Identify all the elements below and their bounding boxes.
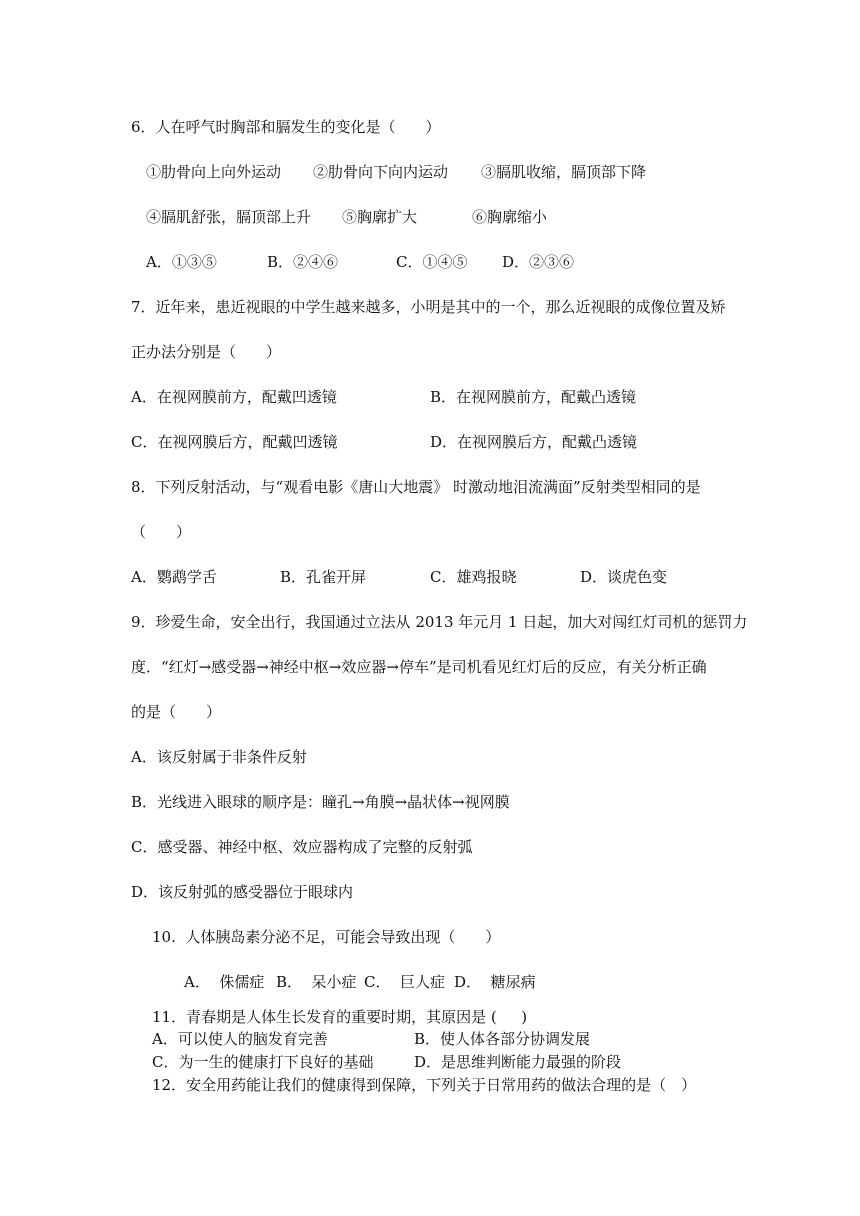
question-7-option-a: A．在视网膜前方，配戴凹透镜 [131, 388, 337, 406]
question-6-option-b: B．②④⑥ [267, 253, 339, 271]
question-11-option-d: D．是思维判断能力最强的阶段 [414, 1053, 622, 1071]
question-11-stem: 11．青春期是人体生长发育的重要时期，其原因是 ( ) [152, 1008, 528, 1026]
question-12-stem: 12．安全用药能让我们的健康得到保障，下列关于日常用药的做法合理的是（ ） [152, 1076, 697, 1094]
question-9-stem-line-1: 9．珍爱生命，安全出行，我国通过立法从 2013 年元月 1 日起，加大对闯红灯司机的惩罚力 [131, 613, 748, 631]
question-6-statement-6: ⑥胸廓缩小 [472, 208, 548, 226]
question-8-option-c: C．雄鸡报晓 [430, 568, 517, 586]
question-9-option-b: B．光线进入眼球的顺序是：瞳孔→角膜→晶状体→视网膜 [131, 793, 510, 811]
question-6-option-c: C．①④⑤ [396, 253, 468, 271]
question-10-stem: 10. 人体胰岛素分泌不足，可能会导致出现（ ） [152, 928, 501, 946]
question-9-option-a: A．该反射属于非条件反射 [131, 748, 307, 766]
question-6-statement-3: ③膈肌收缩，膈顶部下降 [481, 163, 647, 181]
question-7-option-d: D．在视网膜后方，配戴凸透镜 [430, 433, 638, 451]
question-7-stem-line-1: 7．近年来，患近视眼的中学生越来越多，小明是其中的一个，那么近视眼的成像位置及矫 [131, 298, 726, 316]
question-10-option-a: A． 侏儒症 [184, 973, 265, 991]
question-9-option-d: D．该反射弧的感受器位于眼球内 [131, 883, 354, 901]
question-6-option-d: D．②③⑥ [502, 253, 575, 271]
question-6-statement-4: ④膈肌舒张，膈顶部上升 [146, 208, 312, 226]
question-8-stem-line-2: （ ） [131, 523, 192, 541]
question-11-option-c: C．为一生的健康打下良好的基础 [152, 1053, 374, 1071]
question-10-option-b: B． 呆小症 [276, 973, 357, 991]
question-7-stem-line-2: 正办法分别是（ ） [131, 343, 282, 361]
question-8-stem-line-1: 8．下列反射活动，与“观看电影《唐山大地震》 时激动地泪流满面”反射类型相同的是 [131, 478, 701, 496]
question-7-option-c: C．在视网膜后方，配戴凹透镜 [131, 433, 338, 451]
question-6-statement-1: ①肋骨向上向外运动 [146, 163, 282, 181]
question-11-option-a: A．可以使人的脑发育完善 [152, 1030, 328, 1048]
question-10-option-d: D． 糖尿病 [454, 973, 536, 991]
question-9-stem-line-2: 度．“红灯→感受器→神经中枢→效应器→停车”是司机看见红灯后的反应，有关分析正确 [131, 658, 707, 676]
question-6-option-a: A．①③⑤ [146, 253, 217, 271]
question-9-stem-line-3: 的是（ ） [131, 703, 222, 721]
question-10-option-c: C． 巨人症 [364, 973, 446, 991]
question-8-option-b: B．孔雀开屏 [280, 568, 367, 586]
question-8-option-d: D．谈虎色变 [580, 568, 668, 586]
question-6-statement-5: ⑤胸廓扩大 [342, 208, 418, 226]
question-8-option-a: A．鹦鹉学舌 [131, 568, 217, 586]
question-9-option-c: C．感受器、神经中枢、效应器构成了完整的反射弧 [131, 838, 473, 856]
question-6-statement-2: ②肋骨向下向内运动 [313, 163, 449, 181]
question-11-option-b: B．使人体各部分协调发展 [414, 1030, 591, 1048]
question-7-option-b: B．在视网膜前方，配戴凸透镜 [430, 388, 637, 406]
question-6-stem: 6．人在呼气时胸部和膈发生的变化是（ ） [131, 118, 441, 136]
